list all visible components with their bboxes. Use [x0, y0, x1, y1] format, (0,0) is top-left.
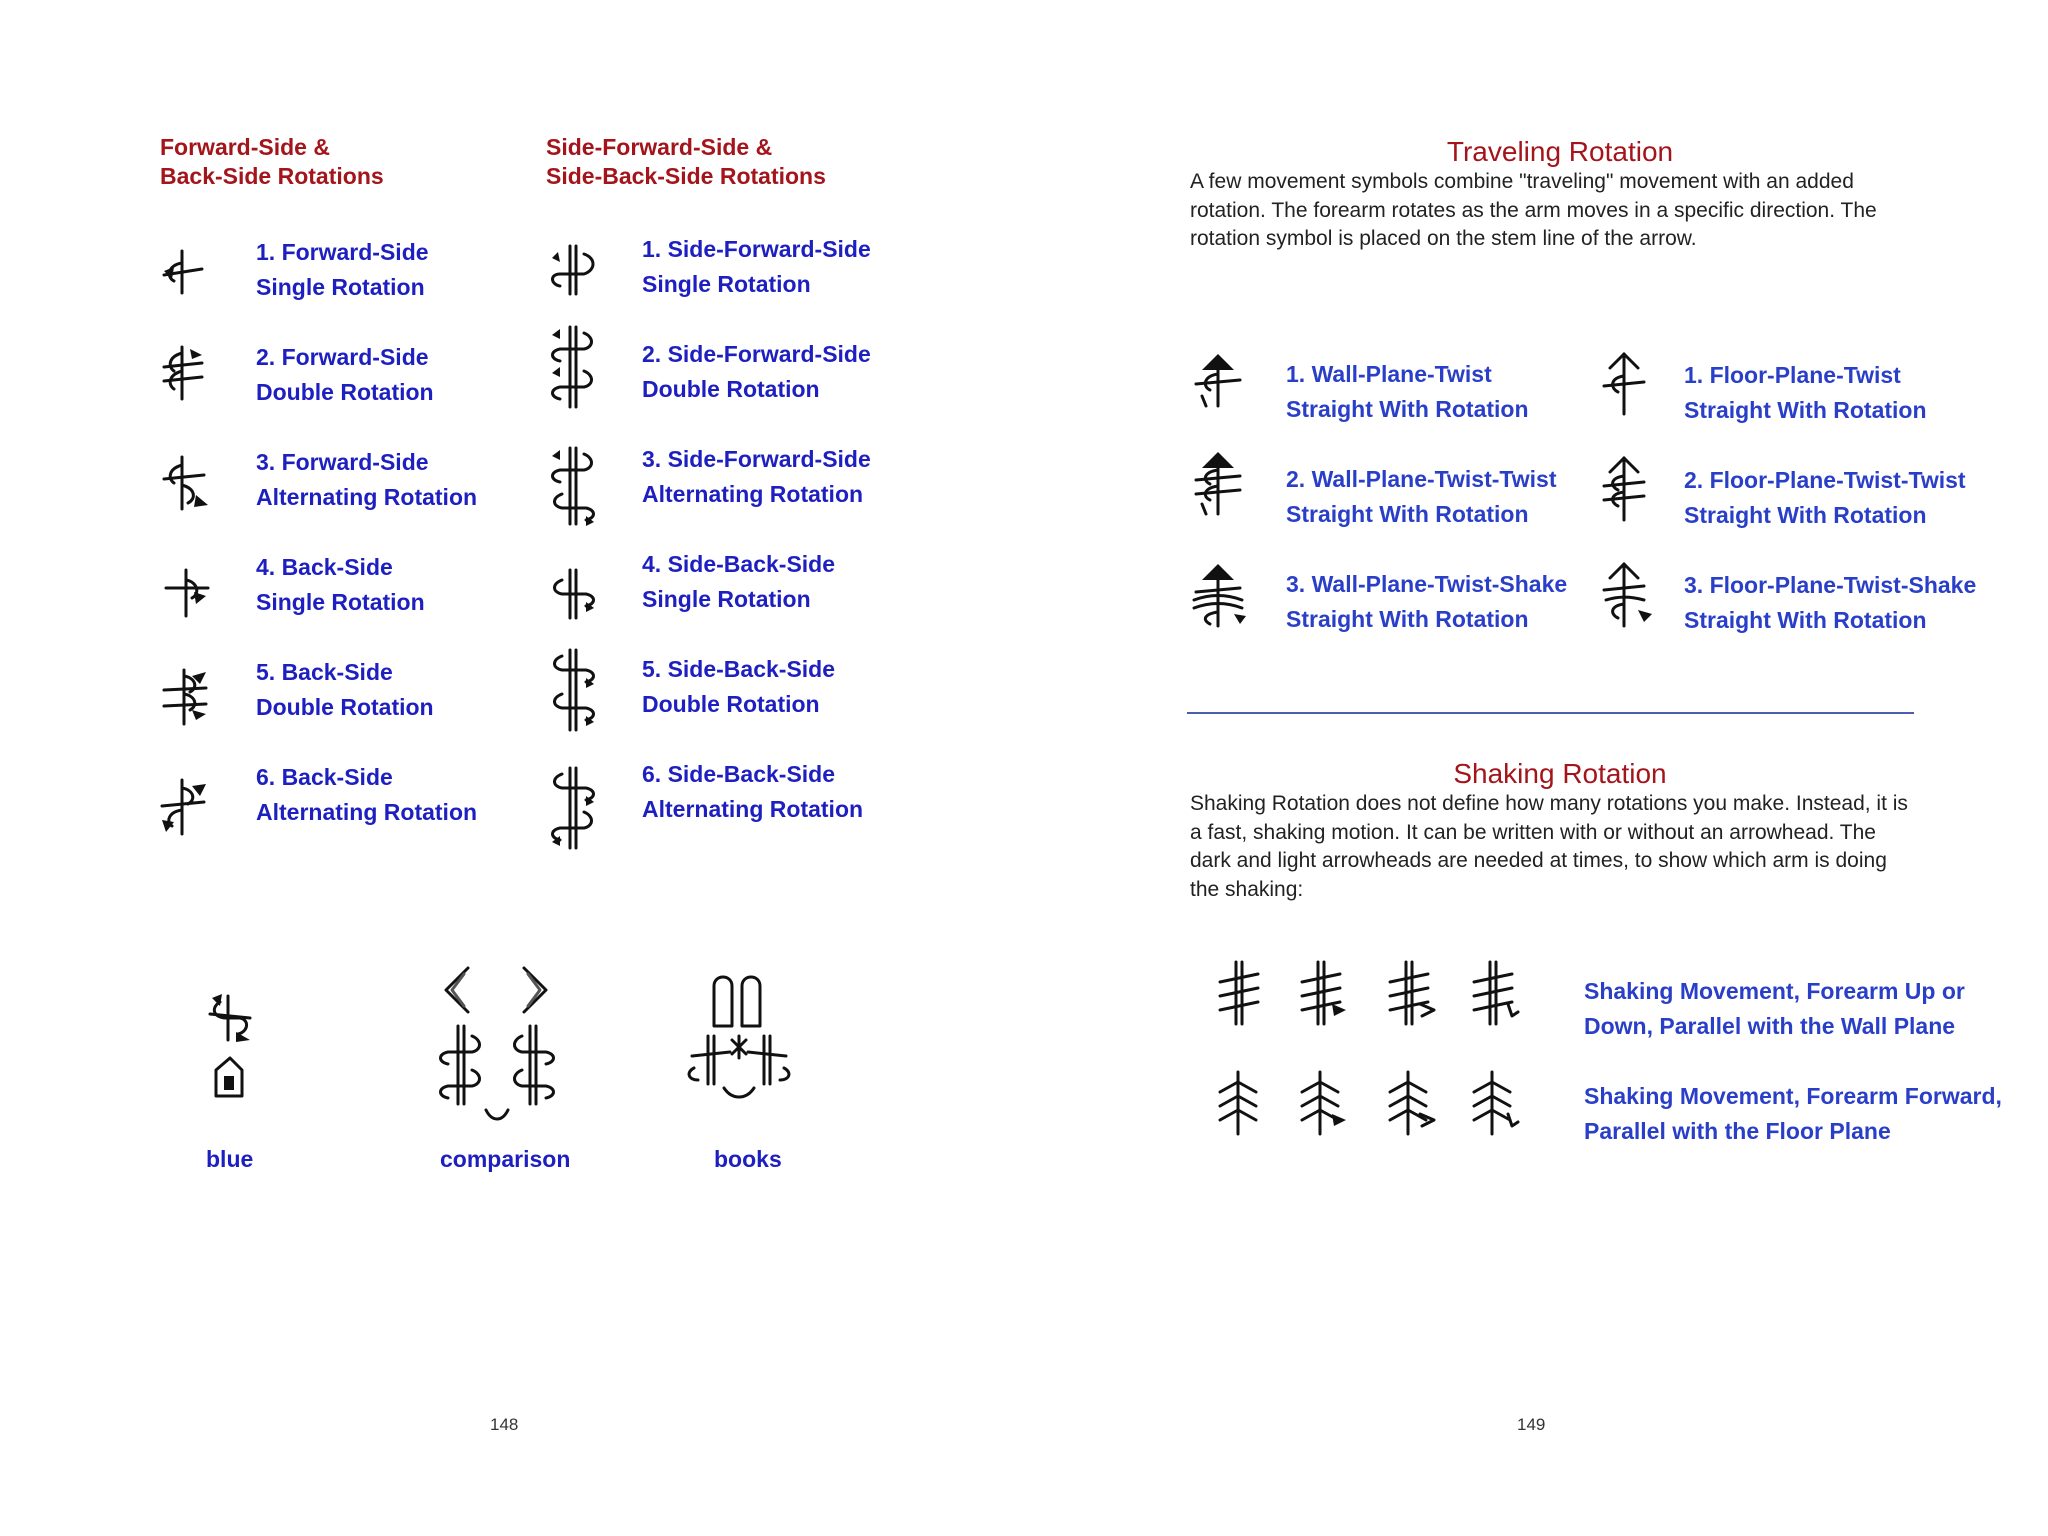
side-back-side-double-rotation-symbol: [550, 648, 596, 732]
floor-item-3: [1684, 568, 1976, 638]
forward-side-single-rotation-symbol: [160, 247, 206, 297]
side-back-side-alternating-rotation-symbol: [550, 766, 596, 850]
traveling-rotation-title: Traveling Rotation: [1446, 136, 1674, 167]
shaking-wall-open-arrow-symbol: [1472, 960, 1520, 1026]
floor-item-1-line2: Straight With Rotation: [1684, 397, 1927, 423]
col2-item-3-line1: 3. Side-Forward-Side: [642, 446, 871, 472]
wall-item-3-line1: 3. Wall-Plane-Twist-Shake: [1286, 571, 1568, 597]
col1-item-4-line2: Single Rotation: [256, 589, 425, 615]
shaking-item-1-line2: Down, Parallel with the Wall Plane: [1584, 1013, 1956, 1039]
side-forward-side-single-rotation-symbol: [550, 244, 596, 296]
shaking-wall-dark-arrow-symbol: [1300, 960, 1348, 1026]
col1-item-4-line1: 4. Back-Side: [256, 554, 393, 580]
col1-item-6: [256, 760, 477, 830]
col2-item-1: [642, 232, 871, 302]
col1-item-1-line2: Single Rotation: [256, 274, 425, 300]
col2-item-6-line2: Alternating Rotation: [642, 796, 864, 822]
wall-item-3: [1286, 567, 1567, 637]
col2-item-5-line2: Double Rotation: [642, 691, 820, 717]
col1-item-1: [256, 235, 429, 305]
forward-side-double-rotation-symbol: [160, 345, 206, 401]
books-sign-symbol: [684, 972, 794, 1112]
col2-item-4: [642, 547, 835, 617]
floor-plane-twist-twist-symbol: [1600, 456, 1650, 522]
floor-item-1-line1: 1. Floor-Plane-Twist: [1684, 362, 1901, 388]
col2-item-3-line2: Alternating Rotation: [642, 481, 864, 507]
col1-item-2: [256, 340, 434, 410]
col1-item-3: [256, 445, 477, 515]
shaking-item-1: [1584, 974, 1965, 1044]
wall-item-3-line2: Straight With Rotation: [1286, 606, 1529, 632]
shaking-rotation-text: Shaking Rotation does not define how many rotations you make. Instead, it is a fast, shaking motion. It can be written with or without an arrowhead. The dark and light arrowheads are needed at times, to show which arm is doing the shaking:: [1190, 792, 1908, 901]
wall-item-1: [1286, 357, 1529, 427]
col1-item-5-line1: 5. Back-Side: [256, 659, 393, 685]
wall-item-2: [1286, 462, 1557, 532]
wall-item-1-line1: 1. Wall-Plane-Twist: [1286, 361, 1492, 387]
wall-item-2-line1: 2. Wall-Plane-Twist-Twist: [1286, 466, 1557, 492]
wall-item-2-line2: Straight With Rotation: [1286, 501, 1529, 527]
col1-item-2-line1: 2. Forward-Side: [256, 344, 429, 370]
side-forward-side-alternating-rotation-symbol: [550, 446, 596, 526]
wall-item-1-line2: Straight With Rotation: [1286, 396, 1529, 422]
col2-item-6-line1: 6. Side-Back-Side: [642, 761, 836, 787]
right-page: [1024, 0, 2048, 1536]
back-side-double-rotation-symbol: [162, 668, 210, 726]
col2-item-2: [642, 337, 871, 407]
floor-item-3-line1: 3. Floor-Plane-Twist-Shake: [1684, 572, 1977, 598]
col1-item-4: [256, 550, 425, 620]
shaking-item-2-line2: Parallel with the Floor Plane: [1584, 1118, 1891, 1144]
col2-item-5: [642, 652, 835, 722]
floor-item-3-line2: Straight With Rotation: [1684, 607, 1927, 633]
floor-item-2: [1684, 463, 1966, 533]
shaking-wall-light-arrow-symbol: [1388, 960, 1436, 1026]
blue-sign-symbol: [206, 992, 256, 1102]
col2-item-3: [642, 442, 871, 512]
col1-item-3-line1: 3. Forward-Side: [256, 449, 429, 475]
col2-item-4-line2: Single Rotation: [642, 586, 811, 612]
col2-heading: Side-Forward-Side & Side-Back-Side Rotations: [546, 134, 826, 189]
col2-item-2-line2: Double Rotation: [642, 376, 820, 402]
wall-plane-twist-shake-symbol: [1190, 562, 1248, 628]
col1-item-1-line1: 1. Forward-Side: [256, 239, 429, 265]
forward-side-alternating-rotation-symbol: [160, 455, 210, 511]
col1-item-3-line2: Alternating Rotation: [256, 484, 478, 510]
col1-item-5-line2: Double Rotation: [256, 694, 434, 720]
floor-plane-twist-symbol: [1600, 352, 1650, 416]
back-side-alternating-rotation-symbol: [160, 778, 210, 836]
comparison-sign-symbol: [438, 964, 558, 1124]
floor-item-2-line1: 2. Floor-Plane-Twist-Twist: [1684, 467, 1966, 493]
example-books-word: books: [714, 1146, 782, 1172]
section-divider: [1187, 712, 1914, 714]
wall-plane-twist-symbol: [1192, 352, 1244, 408]
shaking-wall-plain-symbol: [1218, 960, 1262, 1026]
floor-item-2-line2: Straight With Rotation: [1684, 502, 1927, 528]
floor-plane-twist-shake-symbol: [1600, 562, 1654, 628]
shaking-floor-open-arrow-symbol: [1472, 1070, 1520, 1136]
col2-item-6: [642, 757, 863, 827]
right-page-number: 149: [1517, 1415, 1546, 1434]
traveling-rotation-text: A few movement symbols combine "traveling" movement with an added rotation. The forearm rotates as the arm moves in a specific direction. The rotation symbol is placed on the stem line of the arrow.: [1190, 170, 1877, 250]
left-page-number: 148: [490, 1415, 519, 1434]
example-comparison-word: comparison: [440, 1146, 571, 1172]
example-blue-word: blue: [206, 1146, 254, 1172]
col2-item-1-line1: 1. Side-Forward-Side: [642, 236, 871, 262]
side-forward-side-double-rotation-symbol: [550, 325, 596, 409]
shaking-rotation-title: Shaking Rotation: [1453, 758, 1667, 789]
shaking-item-2: [1584, 1079, 2002, 1149]
col1-heading: Forward-Side & Back-Side Rotations: [160, 134, 384, 189]
back-side-single-rotation-symbol: [164, 568, 210, 618]
col1-item-6-line1: 6. Back-Side: [256, 764, 393, 790]
col1-item-2-line2: Double Rotation: [256, 379, 434, 405]
col2-item-2-line1: 2. Side-Forward-Side: [642, 341, 871, 367]
col1-item-6-line2: Alternating Rotation: [256, 799, 478, 825]
shaking-item-1-line1: Shaking Movement, Forearm Up or: [1584, 978, 1965, 1004]
shaking-floor-light-arrow-symbol: [1388, 1070, 1436, 1136]
floor-item-1: [1684, 358, 1927, 428]
shaking-floor-plain-symbol: [1218, 1070, 1262, 1136]
col1-item-5: [256, 655, 434, 725]
shaking-floor-dark-arrow-symbol: [1300, 1070, 1348, 1136]
col2-item-5-line1: 5. Side-Back-Side: [642, 656, 836, 682]
side-back-side-single-rotation-symbol: [550, 568, 596, 620]
col2-item-4-line1: 4. Side-Back-Side: [642, 551, 836, 577]
col2-item-1-line2: Single Rotation: [642, 271, 811, 297]
wall-plane-twist-twist-symbol: [1192, 450, 1244, 516]
shaking-item-2-line1: Shaking Movement, Forearm Forward,: [1584, 1083, 2002, 1109]
